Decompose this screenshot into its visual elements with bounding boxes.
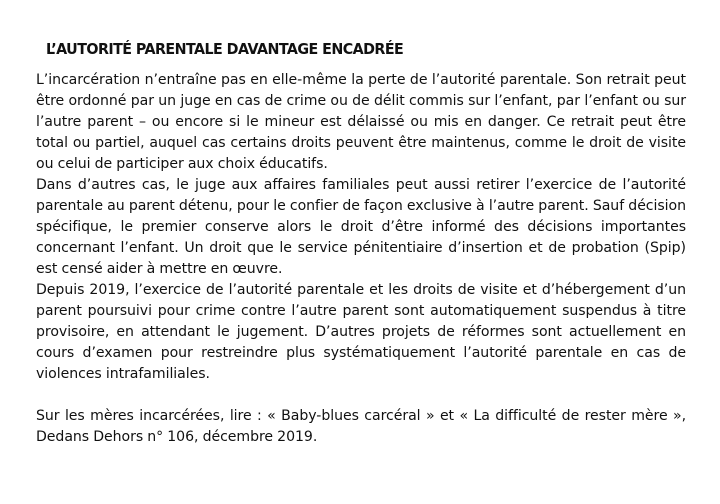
- paragraph-depuis-2019: Depuis 2019, l’exercice de l’autorité parentale et les droits de visite et d’hébergement d’un parent poursuivi pour crime contre l’autre parent sont automatiquement suspendus à titre provisoire, en attendant le jugement. D’autres projets de réformes sont actuellement en cours d’examen pour restreindre plus systématiquement l’autorité parentale en cas de violences intrafamiliales.: [36, 282, 686, 382]
- paragraph-spacer: [36, 385, 686, 406]
- reference-note: Sur les mères incarcérées, lire : « Baby-blues carcéral » et « La difficulté de rester mère », Dedans Dehors n° 106, décembre 2019.: [36, 408, 686, 445]
- paragraph-retrait: L’incarcération n’entraîne pas en elle-même la perte de l’autorité parentale. Son retrait peut être ordonné par un juge en cas de crime ou de délit commis sur l’enfant, par l’enfant ou sur l’autre parent – ou encore si le mineur est délaissé ou mis en danger. Ce retrait peut être total ou partiel, auquel cas certains droits peuvent être maintenus, comme le droit de visite ou celui de participer aux choix éducatifs.: [36, 72, 686, 172]
- article-body: [36, 70, 686, 448]
- article-heading: L’AUTORITÉ PARENTALE DAVANTAGE ENCADRÉE: [46, 40, 404, 58]
- paragraph-juge-affaires-familiales: Dans d’autres cas, le juge aux affaires familiales peut aussi retirer l’exercice de l’autorité parentale au parent détenu, pour le confier de façon exclusive à l’autre parent. Sauf décision spécifique, le premier conserve alors le droit d’être informé des décisions importantes concernant l’enfant. Un droit que le service pénitentiaire d’insertion et de probation (Spip) est censé aider à mettre en œuvre.: [36, 177, 686, 277]
